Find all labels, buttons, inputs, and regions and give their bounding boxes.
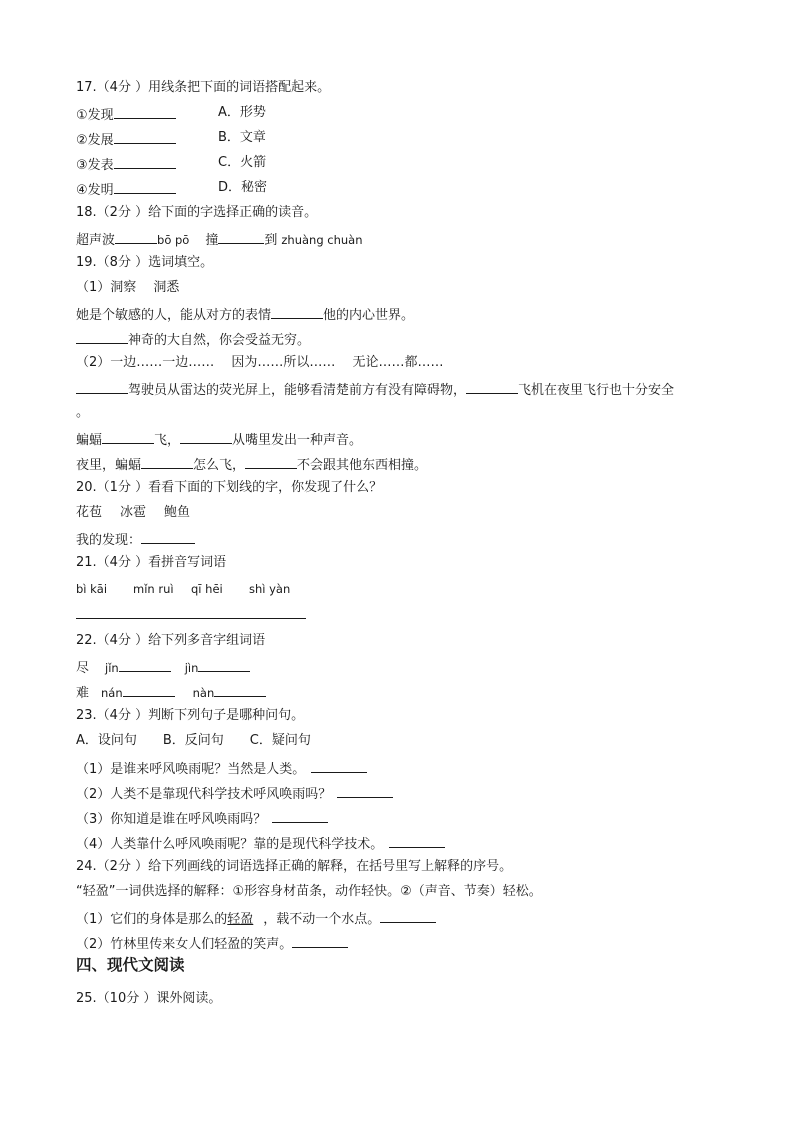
q21-title: 21.（4分 ）看拼音写词语: [76, 555, 227, 570]
answer-blank[interactable]: [141, 529, 195, 544]
answer-blank[interactable]: [141, 454, 193, 469]
q17-title: 17.（4分 ）用线条把下面的词语搭配起来。: [76, 80, 331, 95]
q17-row: [76, 179, 176, 200]
answer-blank[interactable]: [292, 933, 348, 948]
q24-item-text: （2）竹林里传来女人们轻盈的笑声。: [76, 937, 293, 952]
q19-text: 不会跟其他东西相撞。: [297, 458, 428, 473]
q19-text: 怎么飞，: [193, 458, 246, 473]
answer-blank[interactable]: [114, 104, 176, 119]
q17-row: [76, 104, 176, 125]
q17-left-4: ④发明: [76, 183, 114, 198]
q19-sentence: [76, 379, 674, 400]
answer-blank[interactable]: [133, 604, 191, 619]
answer-blank[interactable]: [214, 682, 266, 697]
q23-item-text: （2）人类不是靠现代科学技术呼风唤雨吗？: [76, 787, 332, 802]
q18-word-2: 撞: [205, 233, 219, 248]
q18-word-3: 到: [264, 233, 278, 248]
answer-blank[interactable]: [245, 454, 297, 469]
answer-blank[interactable]: [119, 657, 171, 672]
q23-title: 23.（4分 ）判断下列句子是哪种问句。: [76, 708, 305, 723]
q23-options: A．设问句 B．反问句 C．疑问句: [76, 733, 311, 748]
q18-word-1: 超声波: [76, 233, 116, 248]
answer-blank[interactable]: [102, 429, 154, 444]
answer-blank[interactable]: [337, 783, 393, 798]
q24-item-text: （1）它们的身体是那么的: [76, 912, 228, 927]
q21-pinyin: qī hēi: [191, 582, 223, 596]
answer-blank[interactable]: [380, 908, 436, 923]
q18-pinyin-1: bō pō: [157, 233, 190, 247]
answer-blank[interactable]: [76, 329, 128, 344]
q18-title: 18.（2分 ）给下面的字选择正确的读音。: [76, 205, 318, 220]
q19-text: 夜里，蝙蝠: [76, 458, 142, 473]
answer-blank[interactable]: [115, 229, 157, 244]
answer-blank[interactable]: [114, 154, 176, 169]
answer-blank[interactable]: [311, 758, 367, 773]
q22-row: [76, 682, 266, 703]
q19-title: 19.（8分 ）选词填空。: [76, 255, 214, 270]
answer-blank[interactable]: [218, 229, 264, 244]
q21-pinyin: mǐn ruì: [133, 582, 174, 596]
q17-right-4: D．秘密: [218, 180, 268, 195]
q19-text: 神奇的大自然，你会受益无穷。: [128, 333, 311, 348]
q20-title: 20.（1分 ）看看下面的下划线的字，你发现了什么？: [76, 480, 383, 495]
q20-words: [76, 504, 190, 522]
q23-item: [76, 758, 367, 779]
q22-row: [76, 657, 250, 678]
q17-right-2: B．文章: [218, 130, 266, 145]
answer-blank[interactable]: [389, 833, 445, 848]
q23-item: [76, 783, 393, 804]
answer-blank[interactable]: [76, 604, 133, 619]
q23-item: [76, 808, 328, 829]
q24-underlined-word: 轻盈: [227, 912, 254, 927]
q25-title: 25.（10分 ）课外阅读。: [76, 991, 222, 1006]
q22-pinyin: jìn: [184, 661, 199, 675]
q24-item: [76, 908, 436, 929]
q19-text: 蝙蝠: [76, 433, 103, 448]
answer-blank[interactable]: [272, 808, 328, 823]
q18-line: [76, 229, 363, 250]
q19-text: 她是个敏感的人，能从对方的表情: [76, 308, 272, 323]
q22-pinyin: nàn: [192, 686, 215, 700]
q19-text: 飞机在夜里飞行也十分安全: [518, 383, 675, 398]
answer-blank[interactable]: [76, 379, 128, 394]
answer-blank[interactable]: [271, 304, 323, 319]
q18-pinyin-2: zhuàng chuàn: [281, 233, 363, 247]
q17-right-1: A．形势: [218, 105, 266, 120]
answer-blank[interactable]: [114, 179, 176, 194]
answer-blank[interactable]: [198, 657, 250, 672]
q20-word: 鲍鱼: [164, 505, 191, 520]
q19-text: 。: [76, 405, 90, 420]
q23-item-text: （3）你知道是谁在呼风唤雨吗？: [76, 812, 267, 827]
q23-item-text: （1）是谁来呼风唤雨呢？当然是人类。: [76, 762, 306, 777]
q22-char: 尽: [76, 661, 90, 676]
q19-text: 从嘴里发出一种声音。: [232, 433, 363, 448]
answer-blank[interactable]: [249, 604, 306, 619]
answer-blank[interactable]: [114, 129, 176, 144]
answer-blank[interactable]: [466, 379, 518, 394]
q22-pinyin: jǐn: [105, 661, 119, 675]
q19-text: 他的内心世界。: [323, 308, 415, 323]
q19-sentence: [76, 329, 310, 350]
q24-item: [76, 933, 348, 954]
q20-word: 冰雹: [120, 505, 147, 520]
q17-row: [76, 154, 176, 175]
q21-pinyin: shì yàn: [249, 582, 291, 596]
q19-sentence: [76, 429, 362, 450]
q20-word: 花苞: [76, 505, 103, 520]
q24-item-text: ，载不动一个水点。: [263, 912, 381, 927]
answer-blank[interactable]: [180, 429, 232, 444]
q17-left-2: ②发展: [76, 133, 114, 148]
section-heading: 四、现代文阅读: [76, 956, 185, 974]
q22-char: 难: [76, 686, 90, 701]
q19-sentence: [76, 454, 427, 475]
q21-pinyin: bì kāi: [76, 582, 108, 596]
q17-right-3: C．火箭: [218, 155, 267, 170]
q19-text: 飞，: [154, 433, 181, 448]
q17-left-3: ③发表: [76, 158, 114, 173]
q19-text: 驾驶员从雷达的荧光屏上，能够看清楚前方有没有障碍物，: [128, 383, 467, 398]
q20-answer: [76, 529, 195, 550]
q19-sentence: [76, 304, 414, 325]
q24-title: 24.（2分 ）给下列画线的词语选择正确的解释，在括号里写上解释的序号。: [76, 859, 513, 874]
q19-group2-options: （2）一边……一边…… 因为……所以…… 无论……都……: [76, 355, 444, 370]
q23-item: [76, 833, 445, 854]
answer-blank[interactable]: [191, 604, 249, 619]
q21-blanks: [76, 604, 306, 625]
q22-title: 22.（4分 ）给下列多音字组词语: [76, 633, 266, 648]
answer-blank[interactable]: [123, 682, 175, 697]
q17-left-1: ①发现: [76, 108, 114, 123]
q24-definition: “轻盈”一词供选择的解释：①形容身材苗条，动作轻快。②（声音、节奏）轻松。: [76, 884, 542, 899]
q17-row: [76, 129, 176, 150]
q22-pinyin: nán: [101, 686, 123, 700]
q23-item-text: （4）人类靠什么呼风唤雨呢？靠的是现代科学技术。: [76, 837, 384, 852]
q20-answer-label: 我的发现：: [76, 533, 142, 548]
q19-group1-options: （1）洞察 洞悉: [76, 280, 180, 295]
